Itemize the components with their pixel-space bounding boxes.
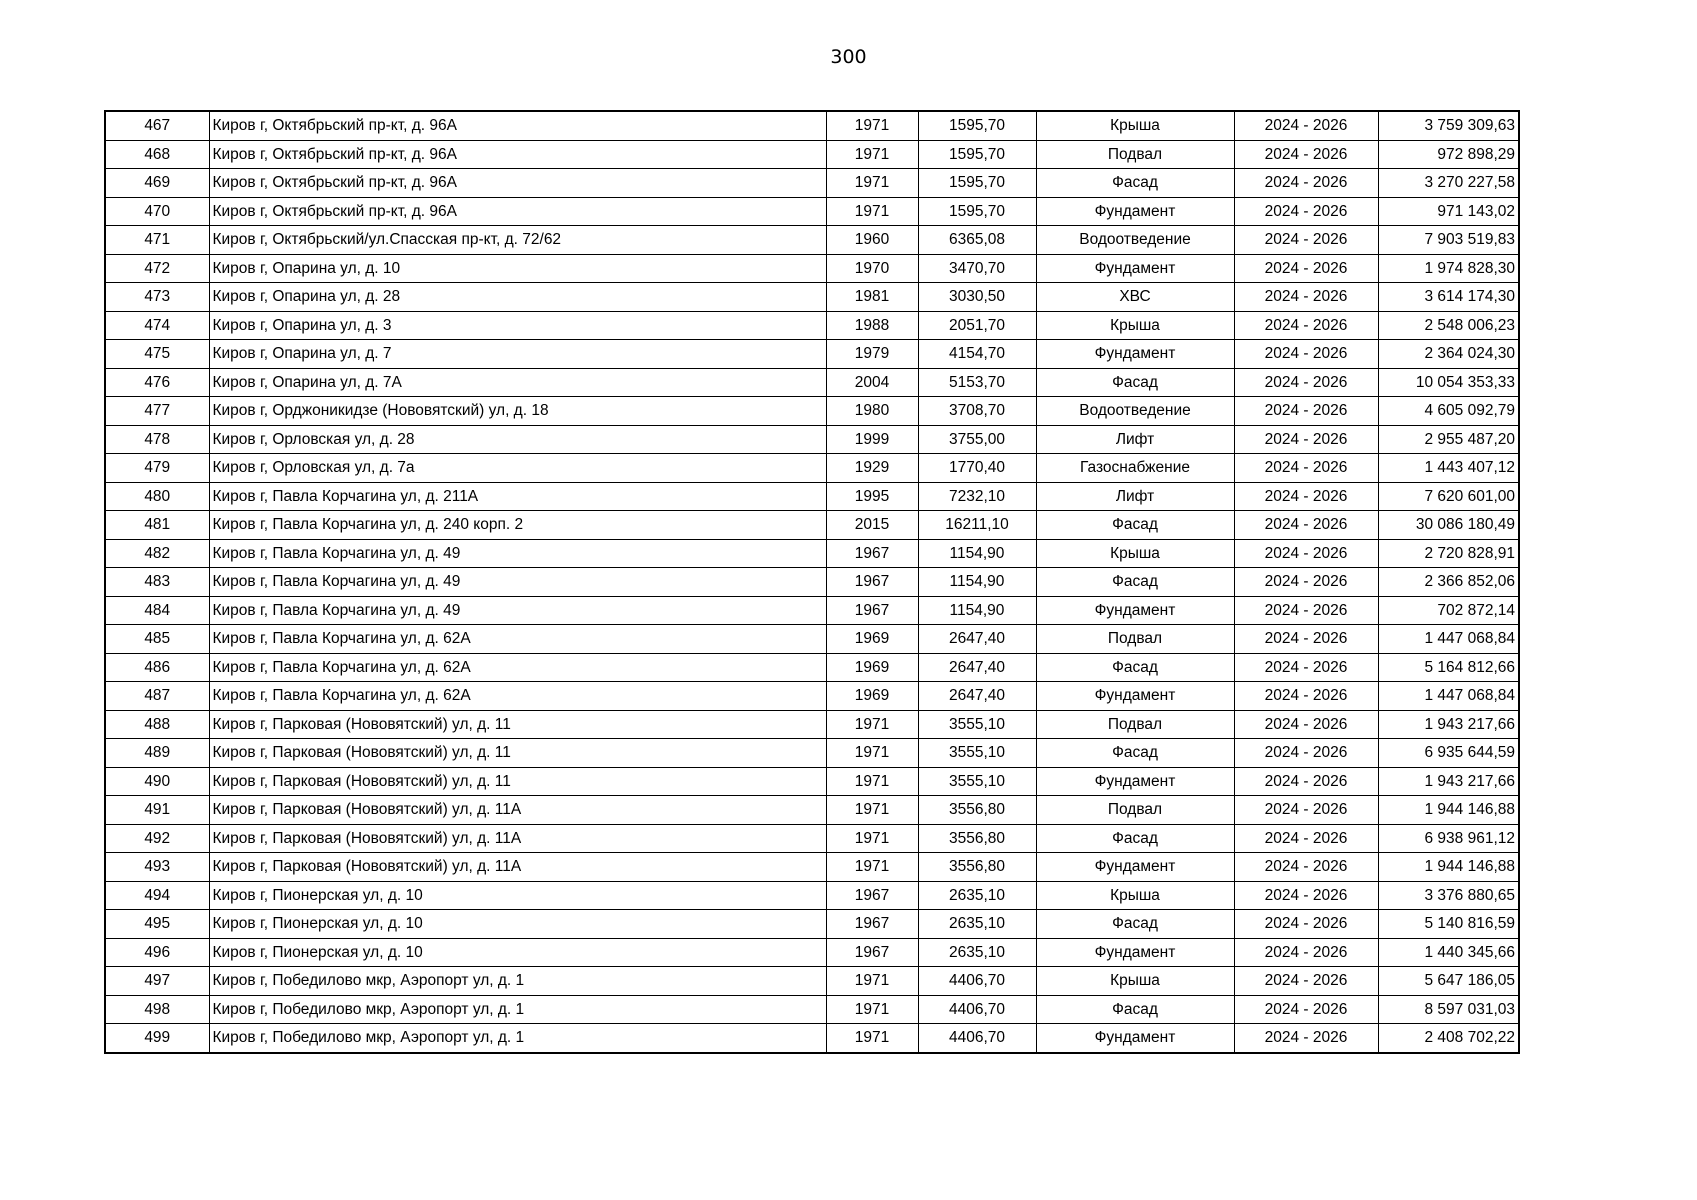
area-cell: 1595,70 xyxy=(918,111,1036,140)
work-type-cell: Фасад xyxy=(1036,511,1234,540)
row-number-cell: 467 xyxy=(105,111,209,140)
registry-table xyxy=(104,110,1520,1054)
address-cell: Киров г, Парковая (Нововятский) ул, д. 11А xyxy=(209,824,826,853)
cost-cell: 5 164 812,66 xyxy=(1378,653,1519,682)
area-cell: 1154,90 xyxy=(918,568,1036,597)
address-cell: Киров г, Пионерская ул, д. 10 xyxy=(209,910,826,939)
area-cell: 6365,08 xyxy=(918,226,1036,255)
cost-cell: 8 597 031,03 xyxy=(1378,995,1519,1024)
year-built-cell: 1971 xyxy=(826,739,918,768)
cost-cell: 972 898,29 xyxy=(1378,140,1519,169)
work-type-cell: Фасад xyxy=(1036,368,1234,397)
row-number-cell: 499 xyxy=(105,1024,209,1053)
cost-cell: 1 443 407,12 xyxy=(1378,454,1519,483)
work-type-cell: Подвал xyxy=(1036,140,1234,169)
period-cell: 2024 - 2026 xyxy=(1234,1024,1378,1053)
address-cell: Киров г, Опарина ул, д. 3 xyxy=(209,311,826,340)
period-cell: 2024 - 2026 xyxy=(1234,995,1378,1024)
work-type-cell: Фасад xyxy=(1036,995,1234,1024)
year-built-cell: 1971 xyxy=(826,824,918,853)
row-number-cell: 475 xyxy=(105,340,209,369)
table-row xyxy=(105,710,1519,739)
work-type-cell: Крыша xyxy=(1036,111,1234,140)
table-row xyxy=(105,682,1519,711)
work-type-cell: Фундамент xyxy=(1036,853,1234,882)
row-number-cell: 498 xyxy=(105,995,209,1024)
table-row xyxy=(105,938,1519,967)
table-row xyxy=(105,226,1519,255)
table-row xyxy=(105,197,1519,226)
table-row xyxy=(105,283,1519,312)
row-number-cell: 493 xyxy=(105,853,209,882)
area-cell: 1595,70 xyxy=(918,197,1036,226)
period-cell: 2024 - 2026 xyxy=(1234,197,1378,226)
period-cell: 2024 - 2026 xyxy=(1234,111,1378,140)
work-type-cell: Фундамент xyxy=(1036,596,1234,625)
address-cell: Киров г, Октябрьский пр-кт, д. 96А xyxy=(209,111,826,140)
area-cell: 3555,10 xyxy=(918,710,1036,739)
period-cell: 2024 - 2026 xyxy=(1234,425,1378,454)
row-number-cell: 482 xyxy=(105,539,209,568)
area-cell: 4154,70 xyxy=(918,340,1036,369)
period-cell: 2024 - 2026 xyxy=(1234,283,1378,312)
cost-cell: 2 720 828,91 xyxy=(1378,539,1519,568)
row-number-cell: 495 xyxy=(105,910,209,939)
area-cell: 1595,70 xyxy=(918,140,1036,169)
year-built-cell: 2004 xyxy=(826,368,918,397)
row-number-cell: 474 xyxy=(105,311,209,340)
address-cell: Киров г, Парковая (Нововятский) ул, д. 11 xyxy=(209,739,826,768)
period-cell: 2024 - 2026 xyxy=(1234,910,1378,939)
address-cell: Киров г, Опарина ул, д. 7А xyxy=(209,368,826,397)
period-cell: 2024 - 2026 xyxy=(1234,853,1378,882)
table-row xyxy=(105,368,1519,397)
table-row xyxy=(105,767,1519,796)
address-cell: Киров г, Опарина ул, д. 7 xyxy=(209,340,826,369)
cost-cell: 1 944 146,88 xyxy=(1378,796,1519,825)
table-row xyxy=(105,881,1519,910)
period-cell: 2024 - 2026 xyxy=(1234,824,1378,853)
work-type-cell: Фундамент xyxy=(1036,767,1234,796)
area-cell: 3030,50 xyxy=(918,283,1036,312)
year-built-cell: 1969 xyxy=(826,653,918,682)
row-number-cell: 473 xyxy=(105,283,209,312)
row-number-cell: 488 xyxy=(105,710,209,739)
address-cell: Киров г, Парковая (Нововятский) ул, д. 11А xyxy=(209,796,826,825)
work-type-cell: Фундамент xyxy=(1036,340,1234,369)
period-cell: 2024 - 2026 xyxy=(1234,739,1378,768)
area-cell: 3556,80 xyxy=(918,796,1036,825)
cost-cell: 702 872,14 xyxy=(1378,596,1519,625)
cost-cell: 1 440 345,66 xyxy=(1378,938,1519,967)
address-cell: Киров г, Павла Корчагина ул, д. 49 xyxy=(209,539,826,568)
area-cell: 2647,40 xyxy=(918,625,1036,654)
address-cell: Киров г, Октябрьский пр-кт, д. 96А xyxy=(209,169,826,198)
cost-cell: 7 620 601,00 xyxy=(1378,482,1519,511)
cost-cell: 2 955 487,20 xyxy=(1378,425,1519,454)
work-type-cell: Крыша xyxy=(1036,881,1234,910)
cost-cell: 1 943 217,66 xyxy=(1378,710,1519,739)
row-number-cell: 468 xyxy=(105,140,209,169)
address-cell: Киров г, Павла Корчагина ул, д. 240 корп. 2 xyxy=(209,511,826,540)
address-cell: Киров г, Парковая (Нововятский) ул, д. 11 xyxy=(209,767,826,796)
address-cell: Киров г, Парковая (Нововятский) ул, д. 11 xyxy=(209,710,826,739)
area-cell: 1595,70 xyxy=(918,169,1036,198)
address-cell: Киров г, Павла Корчагина ул, д. 49 xyxy=(209,596,826,625)
period-cell: 2024 - 2026 xyxy=(1234,568,1378,597)
row-number-cell: 491 xyxy=(105,796,209,825)
year-built-cell: 1971 xyxy=(826,995,918,1024)
table-row xyxy=(105,454,1519,483)
year-built-cell: 1971 xyxy=(826,111,918,140)
period-cell: 2024 - 2026 xyxy=(1234,625,1378,654)
cost-cell: 6 935 644,59 xyxy=(1378,739,1519,768)
year-built-cell: 1969 xyxy=(826,625,918,654)
table-row xyxy=(105,539,1519,568)
address-cell: Киров г, Павла Корчагина ул, д. 62А xyxy=(209,653,826,682)
row-number-cell: 478 xyxy=(105,425,209,454)
year-built-cell: 1999 xyxy=(826,425,918,454)
work-type-cell: Крыша xyxy=(1036,539,1234,568)
table-row xyxy=(105,824,1519,853)
work-type-cell: Лифт xyxy=(1036,425,1234,454)
table-row xyxy=(105,995,1519,1024)
area-cell: 3556,80 xyxy=(918,824,1036,853)
area-cell: 2635,10 xyxy=(918,881,1036,910)
work-type-cell: Фасад xyxy=(1036,824,1234,853)
period-cell: 2024 - 2026 xyxy=(1234,653,1378,682)
table-row xyxy=(105,340,1519,369)
cost-cell: 1 447 068,84 xyxy=(1378,625,1519,654)
table-row xyxy=(105,625,1519,654)
cost-cell: 7 903 519,83 xyxy=(1378,226,1519,255)
year-built-cell: 1929 xyxy=(826,454,918,483)
year-built-cell: 1969 xyxy=(826,682,918,711)
work-type-cell: Фундамент xyxy=(1036,682,1234,711)
row-number-cell: 472 xyxy=(105,254,209,283)
year-built-cell: 1967 xyxy=(826,539,918,568)
period-cell: 2024 - 2026 xyxy=(1234,482,1378,511)
period-cell: 2024 - 2026 xyxy=(1234,454,1378,483)
period-cell: 2024 - 2026 xyxy=(1234,539,1378,568)
row-number-cell: 481 xyxy=(105,511,209,540)
year-built-cell: 1971 xyxy=(826,140,918,169)
address-cell: Киров г, Победилово мкр, Аэропорт ул, д. 1 xyxy=(209,995,826,1024)
period-cell: 2024 - 2026 xyxy=(1234,596,1378,625)
area-cell: 2647,40 xyxy=(918,653,1036,682)
row-number-cell: 476 xyxy=(105,368,209,397)
period-cell: 2024 - 2026 xyxy=(1234,511,1378,540)
year-built-cell: 1960 xyxy=(826,226,918,255)
cost-cell: 5 140 816,59 xyxy=(1378,910,1519,939)
table-row xyxy=(105,796,1519,825)
page-number: 300 xyxy=(830,46,867,68)
area-cell: 2635,10 xyxy=(918,910,1036,939)
address-cell: Киров г, Опарина ул, д. 10 xyxy=(209,254,826,283)
table-row xyxy=(105,967,1519,996)
period-cell: 2024 - 2026 xyxy=(1234,881,1378,910)
row-number-cell: 471 xyxy=(105,226,209,255)
area-cell: 3708,70 xyxy=(918,397,1036,426)
table-row xyxy=(105,511,1519,540)
address-cell: Киров г, Павла Корчагина ул, д. 211А xyxy=(209,482,826,511)
year-built-cell: 1971 xyxy=(826,767,918,796)
cost-cell: 10 054 353,33 xyxy=(1378,368,1519,397)
work-type-cell: Фундамент xyxy=(1036,938,1234,967)
table-row xyxy=(105,596,1519,625)
work-type-cell: Фундамент xyxy=(1036,197,1234,226)
area-cell: 3755,00 xyxy=(918,425,1036,454)
cost-cell: 2 548 006,23 xyxy=(1378,311,1519,340)
work-type-cell: Подвал xyxy=(1036,710,1234,739)
year-built-cell: 1971 xyxy=(826,710,918,739)
area-cell: 5153,70 xyxy=(918,368,1036,397)
cost-cell: 2 366 852,06 xyxy=(1378,568,1519,597)
cost-cell: 3 376 880,65 xyxy=(1378,881,1519,910)
row-number-cell: 497 xyxy=(105,967,209,996)
year-built-cell: 1971 xyxy=(826,853,918,882)
address-cell: Киров г, Павла Корчагина ул, д. 49 xyxy=(209,568,826,597)
work-type-cell: Лифт xyxy=(1036,482,1234,511)
address-cell: Киров г, Пионерская ул, д. 10 xyxy=(209,938,826,967)
work-type-cell: Подвал xyxy=(1036,625,1234,654)
area-cell: 1154,90 xyxy=(918,539,1036,568)
address-cell: Киров г, Орджоникидзе (Нововятский) ул, д. 18 xyxy=(209,397,826,426)
period-cell: 2024 - 2026 xyxy=(1234,340,1378,369)
year-built-cell: 1981 xyxy=(826,283,918,312)
table-row xyxy=(105,169,1519,198)
work-type-cell: Водоотведение xyxy=(1036,226,1234,255)
table-row xyxy=(105,111,1519,140)
address-cell: Киров г, Опарина ул, д. 28 xyxy=(209,283,826,312)
year-built-cell: 1971 xyxy=(826,197,918,226)
row-number-cell: 489 xyxy=(105,739,209,768)
area-cell: 3555,10 xyxy=(918,739,1036,768)
row-number-cell: 470 xyxy=(105,197,209,226)
cost-cell: 2 408 702,22 xyxy=(1378,1024,1519,1053)
area-cell: 2647,40 xyxy=(918,682,1036,711)
area-cell: 3555,10 xyxy=(918,767,1036,796)
year-built-cell: 1980 xyxy=(826,397,918,426)
year-built-cell: 1971 xyxy=(826,169,918,198)
period-cell: 2024 - 2026 xyxy=(1234,311,1378,340)
table-row xyxy=(105,397,1519,426)
row-number-cell: 490 xyxy=(105,767,209,796)
period-cell: 2024 - 2026 xyxy=(1234,169,1378,198)
address-cell: Киров г, Орловская ул, д. 28 xyxy=(209,425,826,454)
year-built-cell: 1967 xyxy=(826,881,918,910)
year-built-cell: 1967 xyxy=(826,568,918,597)
cost-cell: 1 944 146,88 xyxy=(1378,853,1519,882)
area-cell: 3556,80 xyxy=(918,853,1036,882)
row-number-cell: 496 xyxy=(105,938,209,967)
year-built-cell: 1971 xyxy=(826,796,918,825)
area-cell: 4406,70 xyxy=(918,967,1036,996)
work-type-cell: Крыша xyxy=(1036,311,1234,340)
cost-cell: 1 943 217,66 xyxy=(1378,767,1519,796)
period-cell: 2024 - 2026 xyxy=(1234,767,1378,796)
address-cell: Киров г, Орловская ул, д. 7а xyxy=(209,454,826,483)
work-type-cell: Фасад xyxy=(1036,169,1234,198)
address-cell: Киров г, Павла Корчагина ул, д. 62А xyxy=(209,682,826,711)
area-cell: 4406,70 xyxy=(918,1024,1036,1053)
period-cell: 2024 - 2026 xyxy=(1234,368,1378,397)
table-row xyxy=(105,568,1519,597)
period-cell: 2024 - 2026 xyxy=(1234,254,1378,283)
period-cell: 2024 - 2026 xyxy=(1234,397,1378,426)
cost-cell: 5 647 186,05 xyxy=(1378,967,1519,996)
area-cell: 1154,90 xyxy=(918,596,1036,625)
cost-cell: 30 086 180,49 xyxy=(1378,511,1519,540)
row-number-cell: 469 xyxy=(105,169,209,198)
period-cell: 2024 - 2026 xyxy=(1234,140,1378,169)
year-built-cell: 1967 xyxy=(826,938,918,967)
year-built-cell: 1988 xyxy=(826,311,918,340)
row-number-cell: 483 xyxy=(105,568,209,597)
address-cell: Киров г, Октябрьский пр-кт, д. 96А xyxy=(209,140,826,169)
cost-cell: 6 938 961,12 xyxy=(1378,824,1519,853)
year-built-cell: 1967 xyxy=(826,596,918,625)
address-cell: Киров г, Победилово мкр, Аэропорт ул, д. 1 xyxy=(209,1024,826,1053)
row-number-cell: 487 xyxy=(105,682,209,711)
year-built-cell: 1979 xyxy=(826,340,918,369)
area-cell: 2051,70 xyxy=(918,311,1036,340)
work-type-cell: Фасад xyxy=(1036,739,1234,768)
period-cell: 2024 - 2026 xyxy=(1234,710,1378,739)
year-built-cell: 1995 xyxy=(826,482,918,511)
cost-cell: 3 759 309,63 xyxy=(1378,111,1519,140)
year-built-cell: 2015 xyxy=(826,511,918,540)
period-cell: 2024 - 2026 xyxy=(1234,682,1378,711)
area-cell: 16211,10 xyxy=(918,511,1036,540)
table-row xyxy=(105,739,1519,768)
table-row xyxy=(105,425,1519,454)
table-row xyxy=(105,254,1519,283)
address-cell: Киров г, Октябрьский/ул.Спасская пр-кт, д. 72/62 xyxy=(209,226,826,255)
row-number-cell: 480 xyxy=(105,482,209,511)
year-built-cell: 1971 xyxy=(826,1024,918,1053)
table-row xyxy=(105,653,1519,682)
address-cell: Киров г, Парковая (Нововятский) ул, д. 11А xyxy=(209,853,826,882)
work-type-cell: Крыша xyxy=(1036,967,1234,996)
row-number-cell: 485 xyxy=(105,625,209,654)
cost-cell: 1 974 828,30 xyxy=(1378,254,1519,283)
work-type-cell: Газоснабжение xyxy=(1036,454,1234,483)
table-row xyxy=(105,140,1519,169)
row-number-cell: 494 xyxy=(105,881,209,910)
row-number-cell: 477 xyxy=(105,397,209,426)
cost-cell: 2 364 024,30 xyxy=(1378,340,1519,369)
work-type-cell: Фасад xyxy=(1036,653,1234,682)
area-cell: 2635,10 xyxy=(918,938,1036,967)
table-row xyxy=(105,1024,1519,1053)
row-number-cell: 479 xyxy=(105,454,209,483)
period-cell: 2024 - 2026 xyxy=(1234,967,1378,996)
work-type-cell: Фундамент xyxy=(1036,1024,1234,1053)
work-type-cell: Подвал xyxy=(1036,796,1234,825)
work-type-cell: Водоотведение xyxy=(1036,397,1234,426)
year-built-cell: 1971 xyxy=(826,967,918,996)
area-cell: 1770,40 xyxy=(918,454,1036,483)
cost-cell: 4 605 092,79 xyxy=(1378,397,1519,426)
area-cell: 4406,70 xyxy=(918,995,1036,1024)
area-cell: 3470,70 xyxy=(918,254,1036,283)
work-type-cell: Фундамент xyxy=(1036,254,1234,283)
row-number-cell: 492 xyxy=(105,824,209,853)
cost-cell: 971 143,02 xyxy=(1378,197,1519,226)
cost-cell: 3 614 174,30 xyxy=(1378,283,1519,312)
work-type-cell: Фасад xyxy=(1036,568,1234,597)
cost-cell: 3 270 227,58 xyxy=(1378,169,1519,198)
year-built-cell: 1967 xyxy=(826,910,918,939)
table-row xyxy=(105,482,1519,511)
work-type-cell: ХВС xyxy=(1036,283,1234,312)
table-body xyxy=(105,111,1519,1053)
work-type-cell: Фасад xyxy=(1036,910,1234,939)
row-number-cell: 484 xyxy=(105,596,209,625)
address-cell: Киров г, Павла Корчагина ул, д. 62А xyxy=(209,625,826,654)
address-cell: Киров г, Победилово мкр, Аэропорт ул, д. 1 xyxy=(209,967,826,996)
address-cell: Киров г, Пионерская ул, д. 10 xyxy=(209,881,826,910)
row-number-cell: 486 xyxy=(105,653,209,682)
area-cell: 7232,10 xyxy=(918,482,1036,511)
period-cell: 2024 - 2026 xyxy=(1234,796,1378,825)
table-row xyxy=(105,311,1519,340)
year-built-cell: 1970 xyxy=(826,254,918,283)
period-cell: 2024 - 2026 xyxy=(1234,938,1378,967)
table-row xyxy=(105,853,1519,882)
cost-cell: 1 447 068,84 xyxy=(1378,682,1519,711)
address-cell: Киров г, Октябрьский пр-кт, д. 96А xyxy=(209,197,826,226)
table-row xyxy=(105,910,1519,939)
period-cell: 2024 - 2026 xyxy=(1234,226,1378,255)
